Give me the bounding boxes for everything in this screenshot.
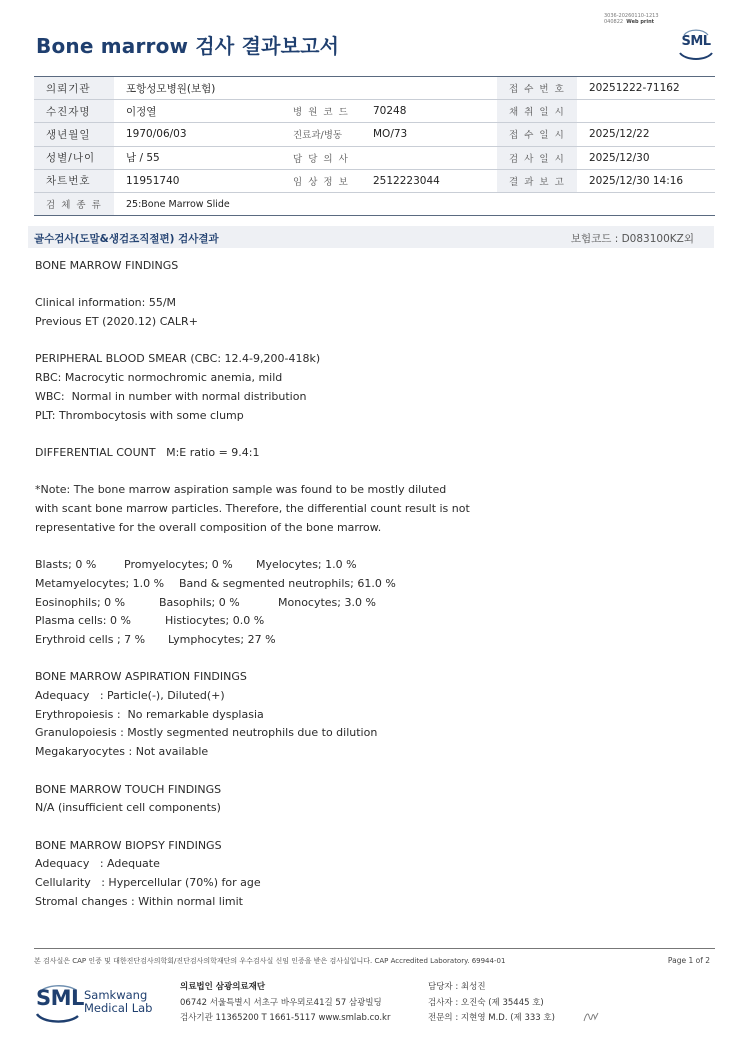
organization-info (180, 980, 390, 1027)
info-value: 이정열 (114, 100, 281, 123)
info-label: 담 당 의 사 (281, 146, 361, 169)
differential-row (35, 594, 705, 613)
info-label: 의뢰기관 (34, 77, 114, 100)
footer-divider (34, 948, 715, 949)
aspiration-line: Adequacy : Particle(-), Diluted(+) (35, 689, 225, 702)
diff-cell: Monocytes; 3.0 % (278, 595, 376, 609)
info-label: 생년월일 (34, 123, 114, 146)
info-value: MO/73 (361, 123, 497, 146)
differential-row (35, 556, 705, 575)
aspiration-heading: BONE MARROW ASPIRATION FINDINGS (35, 670, 247, 684)
info-value: 2025/12/30 14:16 (577, 169, 715, 192)
note-line: with scant bone marrow particles. Therefore, the differential count result is not (35, 502, 470, 516)
aspiration-line: Megakaryocytes : Not available (35, 745, 209, 759)
sml-logo (676, 26, 716, 60)
info-label: 성별/나이 (34, 146, 114, 169)
result-section-header (28, 226, 714, 248)
signature-icon (582, 1010, 600, 1024)
logo-text: SML (681, 34, 711, 49)
logo-name: Samkwang Medical Lab (84, 988, 153, 1015)
info-label: 수진자명 (34, 100, 114, 123)
pbs-line: RBC: Macrocytic normochromic anemia, mild (35, 371, 283, 385)
touch-heading: BONE MARROW TOUCH FINDINGS (35, 782, 222, 796)
info-value (361, 77, 497, 100)
info-value: 1970/06/03 (114, 123, 281, 146)
differential-row (35, 631, 705, 650)
diff-cell: Blasts; 0 % (35, 558, 97, 572)
note-line: representative for the overall composition of the bone marrow. (35, 520, 382, 534)
differential-heading: DIFFERENTIAL COUNT M:E ratio = 9.4:1 (35, 445, 260, 459)
diff-cell: Myelocytes; 1.0 % (256, 558, 357, 572)
info-label: 결 과 보 고 (497, 169, 577, 192)
info-value: 70248 (361, 100, 497, 123)
document-code-line2: 040822 Web print (604, 19, 655, 25)
info-label (281, 77, 361, 100)
diff-cell: Metamyelocytes; 1.0 % (35, 576, 165, 590)
clinical-line: Clinical information: 55/M (35, 296, 177, 310)
info-value: 남 / 55 (114, 146, 281, 169)
info-label: 검 사 일 시 (497, 146, 577, 169)
document-code (604, 13, 659, 25)
diff-cell: Plasma cells: 0 % (35, 614, 131, 628)
report-body (35, 257, 705, 911)
document-code-line1: 3036-20260110-1213 (604, 13, 659, 19)
patient-info-table (34, 76, 715, 216)
info-row (34, 100, 715, 123)
differential-row (35, 575, 705, 594)
info-label: 접 수 번 호 (497, 77, 577, 100)
specimen-value: 25:Bone Marrow Slide (114, 192, 715, 215)
staff-line: 전문의 : 지현영 M.D. (제 333 호) (428, 1013, 555, 1023)
pbs-heading: PERIPHERAL BLOOD SMEAR (CBC: 12.4-9,200-418k) (35, 352, 321, 366)
org-address: 06742 서울특별시 서초구 바우뫼로41길 57 삼광빌딩 (180, 997, 382, 1008)
info-value: 11951740 (114, 169, 281, 192)
info-label: 병 원 코 드 (281, 100, 361, 123)
info-row (34, 169, 715, 192)
page-number: Page 1 of 2 (667, 956, 710, 965)
findings-heading: BONE MARROW FINDINGS (35, 259, 179, 272)
org-name: 의료법인 삼광의료재단 (180, 982, 266, 992)
note-line: *Note: The bone marrow aspiration sample was found to be mostly diluted (35, 483, 447, 497)
clinical-line: Previous ET (2020.12) CALR+ (35, 315, 198, 329)
info-label: 임 상 정 보 (281, 169, 361, 192)
info-label: 진료과/병동 (281, 123, 361, 146)
diff-cell: Lymphocytes; 27 % (168, 632, 276, 646)
pbs-line: PLT: Thrombocytosis with some clump (35, 408, 244, 422)
info-value: 2025/12/22 (577, 123, 715, 146)
info-value (577, 100, 715, 123)
info-row-specimen (34, 192, 715, 215)
biopsy-line: Cellularity : Hypercellular (70%) for age (35, 876, 261, 889)
staff-line: 검사자 : 오진숙 (제 35445 호) (428, 997, 544, 1008)
diff-cell: Histiocytes; 0.0 % (165, 614, 265, 628)
biopsy-heading: BONE MARROW BIOPSY FINDINGS (35, 838, 222, 852)
info-value: 2512223044 (361, 169, 497, 192)
insurance-code: 보험코드 : D083100KZ외 (570, 233, 694, 245)
accreditation-note: 본 검사실은 CAP 인증 및 대한진단검사의학회/진단검사의학재단의 우수검사실 신임 인증을 받은 검사실입니다. CAP Accredited Laboratory. 69944-01 (34, 957, 506, 965)
info-label: 차트번호 (34, 169, 114, 192)
diff-cell: Erythroid cells ; 7 % (35, 632, 146, 646)
touch-line: N/A (insufficient cell components) (35, 801, 221, 815)
diff-cell: Basophils; 0 % (159, 595, 240, 609)
biopsy-line: Adequacy : Adequate (35, 857, 160, 871)
section-title: 골수검사(도말&생검조직절편) 검사결과 (34, 233, 219, 245)
specimen-label: 검 체 종 류 (34, 192, 114, 215)
aspiration-line: Erythropoiesis : No remarkable dysplasia (35, 707, 264, 721)
staff-info (428, 980, 555, 1027)
logo-sml-text: SML (36, 986, 84, 1010)
biopsy-line: Stromal changes : Within normal limit (35, 894, 243, 908)
samkwang-logo (34, 980, 164, 1026)
report-title: Bone marrow 검사 결과보고서 (36, 34, 340, 58)
diff-cell: Eosinophils; 0 % (35, 595, 126, 609)
info-value: 2025/12/30 (577, 146, 715, 169)
org-contact: 검사기관 11365200 T 1661-5117 www.smlab.co.kr (180, 1013, 391, 1023)
info-value (361, 146, 497, 169)
info-value: 20251222-71162 (577, 77, 715, 100)
info-label: 채 취 일 시 (497, 100, 577, 123)
differential-row (35, 612, 705, 631)
diff-cell: Band & segmented neutrophils; 61.0 % (179, 576, 396, 590)
pbs-line: WBC: Normal in number with normal distribution (35, 389, 307, 403)
diff-cell: Promyelocytes; 0 % (124, 558, 233, 572)
staff-line: 담당자 : 최성진 (428, 982, 486, 992)
info-label: 접 수 일 시 (497, 123, 577, 146)
info-row (34, 77, 715, 100)
info-value: 포항성모병원(보험) (114, 77, 281, 100)
info-row (34, 146, 715, 169)
info-row (34, 123, 715, 146)
aspiration-line: Granulopoiesis : Mostly segmented neutrophils due to dilution (35, 726, 378, 740)
